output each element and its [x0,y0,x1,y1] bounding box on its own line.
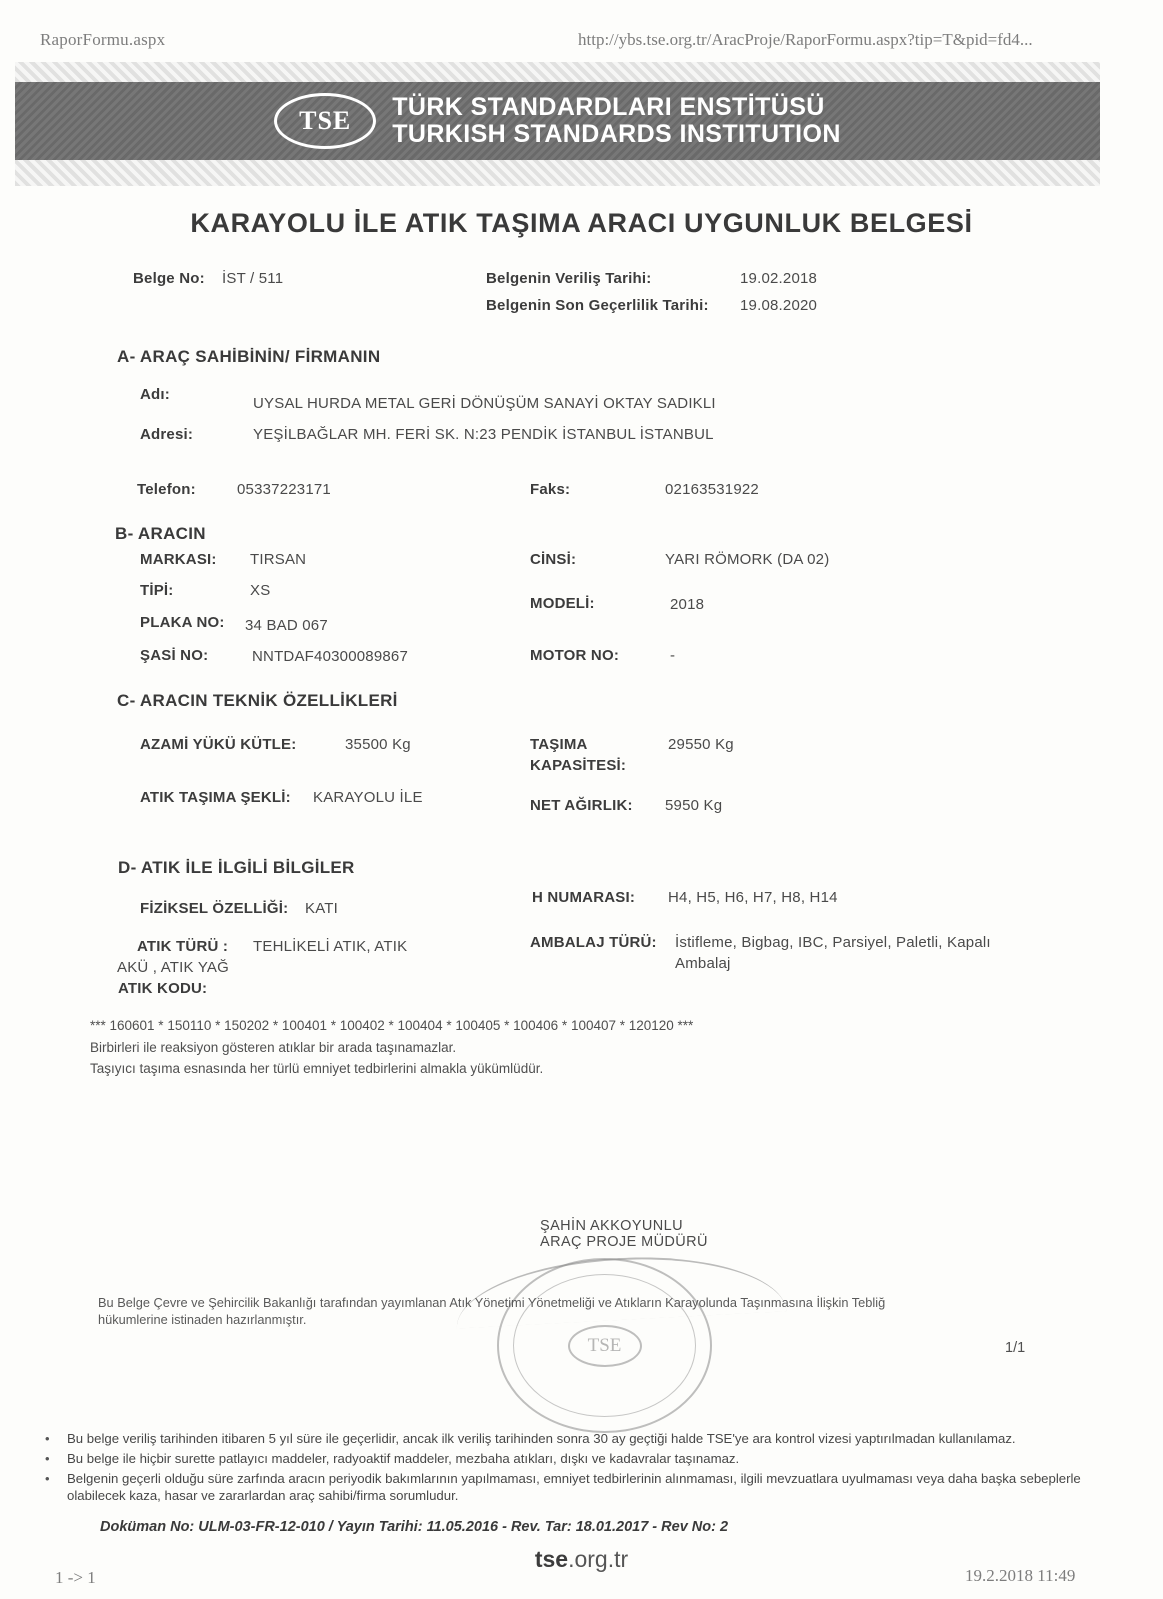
atik-turu-value: TEHLİKELİ ATIK, ATIK [253,938,408,955]
tse-website-rest: .org.tr [568,1546,629,1572]
tasima-sekli-value: KARAYOLU İLE [313,789,423,806]
print-footer-left: 1 -> 1 [55,1568,96,1587]
h-numarasi-label: H NUMARASI: [532,889,636,906]
firma-adres-value: YEŞİLBAĞLAR MH. FERİ SK. N:23 PENDİK İSTANBUL İSTANBUL [253,426,714,443]
bullet-text: Bu belge ile hiçbir surette patlayıcı maddeler, radyoaktif maddeler, mezbaha atıkları, dışkı ve kadavralar taşınamaz. [67,1451,740,1466]
print-header-url: http://ybs.tse.org.tr/AracProje/RaporFormu.aspx?tip=T&pid=fd4... [578,30,1033,49]
list-item [45,1450,1120,1467]
azami-yuk-value: 35500 Kg [345,736,411,753]
atik-note-1: Birbirleri ile reaksiyon gösteren atıklar bir arada taşınamazlar. [90,1040,457,1055]
h-numarasi-value: H4, H5, H6, H7, H8, H14 [668,889,838,906]
hatch-band-bottom [15,160,1100,186]
cins-value: YARI RÖMORK (DA 02) [665,551,830,568]
ambalaj-turu-value: İstifleme, Bigbag, IBC, Parsiyel, Paletli, Kapalı [675,934,991,951]
model-value: 2018 [670,596,705,613]
atik-kodu-label: ATIK KODU: [118,980,208,997]
son-gecerlilik-label: Belgenin Son Geçerlilik Tarihi: [486,297,709,314]
tip-value: XS [250,582,271,599]
tasima-kapasitesi-label-1: TAŞIMA [530,736,588,753]
tasima-sekli-label: ATIK TAŞIMA ŞEKLİ: [140,789,291,806]
firma-adi-value: UYSAL HURDA METAL GERİ DÖNÜŞÜM SANAYİ OKTAY SADIKLI [253,395,716,412]
belge-no-value: İST / 511 [222,270,284,287]
official-stamp-icon [497,1258,712,1433]
marka-value: TIRSAN [250,551,307,568]
list-item [45,1430,1120,1447]
bullet-text: Belgenin geçerli olduğu süre zarfında aracın periyodik bakımlarının yapılmaması, emniyet tedbirlerinin alınmaması, ilgili mevzuatlara uyulmaması veya daha başka sebeplerle olabilecek kaza, hasar ve zararlardan araç sahibi/firma sorumludur. [67,1471,1081,1503]
page-title: KARAYOLU İLE ATIK TAŞIMA ARACI UYGUNLUK BELGESİ [190,208,973,238]
ambalaj-turu-value-2: Ambalaj [675,955,731,972]
son-gecerlilik-value: 19.08.2020 [740,297,818,314]
tse-masthead [15,82,1100,160]
signature-block [540,1218,708,1250]
document-number: Doküman No: ULM-03-FR-12-010 / Yayın Tarihi: 11.05.2016 - Rev. Tar: 18.01.2017 - Rev No: 2 [100,1519,729,1535]
tse-website-bold: tse [534,1546,569,1572]
masthead-line-tr: TÜRK STANDARDLARI ENSTİTÜSÜ [392,93,825,121]
stamp-tse-text: TSE [568,1325,642,1367]
tasima-kapasitesi-value: 29550 Kg [668,736,734,753]
azami-yuk-label: AZAMİ YÜKÜ KÜTLE: [140,736,297,753]
page-number: 1/1 [1005,1340,1026,1356]
tasima-kapasitesi-label-2: KAPASİTESİ: [530,757,627,774]
model-label: MODELİ: [530,595,595,612]
net-agirlik-value: 5950 Kg [665,797,723,814]
ambalaj-turu-label: AMBALAJ TÜRÜ: [530,934,657,951]
plaka-label: PLAKA NO: [140,614,225,631]
motor-label: MOTOR NO: [530,647,620,664]
atik-turu-value-2: AKÜ , ATIK YAĞ [117,959,230,976]
signature-title: ARAÇ PROJE MÜDÜRÜ [540,1234,708,1250]
belge-no-label: Belge No: [133,270,205,287]
bullet-text: Bu belge veriliş tarihinden itibaren 5 yıl süre ile geçerlidir, ancak ilk veriliş tarihinden sonra 30 ay geçtiği halde TSE'ye ara kontrol vizesi yaptırılmadan kullanılamaz. [67,1431,1016,1446]
tip-label: TİPİ: [140,582,174,599]
print-header-page-label: RaporFormu.aspx [40,30,166,49]
sasi-label: ŞASİ NO: [140,647,209,664]
section-a-heading: A- ARAÇ SAHİBİNİN/ FİRMANIN [117,347,381,366]
telefon-label: Telefon: [137,481,196,498]
hatch-band-top [15,62,1100,82]
faks-value: 02163531922 [665,481,759,498]
bullet-dot-icon: • [45,1471,50,1486]
masthead-line-en: TURKISH STANDARDS INSTITUTION [392,120,841,148]
verilis-tarihi-value: 19.02.2018 [740,270,818,287]
cins-label: CİNSİ: [530,551,577,568]
firma-adi-label: Adı: [140,386,170,403]
marka-label: MARKASI: [140,551,217,568]
motor-value: - [670,647,676,664]
section-c-heading: C- ARACIN TEKNİK ÖZELLİKLERİ [117,691,398,710]
section-b-heading: B- ARACIN [115,524,206,543]
telefon-value: 05337223171 [237,481,331,498]
section-d-heading: D- ATIK İLE İLGİLİ BİLGİLER [118,858,355,877]
net-agirlik-label: NET AĞIRLIK: [530,797,633,814]
tse-logo-icon: TSE [274,93,376,149]
footer-bullets [45,1430,1120,1507]
bullet-dot-icon: • [45,1431,50,1446]
faks-label: Faks: [530,481,571,498]
sasi-value: NNTDAF40300089867 [252,648,408,665]
atik-turu-label: ATIK TÜRÜ : [137,938,229,955]
atik-kodlari-line: *** 160601 * 150110 * 150202 * 100401 * 100402 * 100404 * 100405 * 100406 * 100407 * 120120 *** [90,1018,694,1033]
verilis-tarihi-label: Belgenin Veriliş Tarihi: [486,270,652,287]
atik-note-2: Taşıyıcı taşıma esnasında her türlü emniyet tedbirlerini almakla yükümlüdür. [90,1061,544,1076]
firma-adres-label: Adresi: [140,426,194,443]
legal-note: Bu Belge Çevre ve Şehircilik Bakanlığı tarafından yayımlanan Atık Yönetimi Yönetmeliği ve Atıkların Karayolunda Taşınmasına İlişkin Tebliğ hükumlerine istinaden hazırlanmıştır. [98,1295,886,1327]
print-footer-right: 19.2.2018 11:49 [965,1566,1076,1585]
fiziksel-ozellik-label: FİZİKSEL ÖZELLİĞİ: [140,900,289,917]
fiziksel-ozellik-value: KATI [305,900,339,917]
list-item [45,1470,1120,1504]
plaka-value: 34 BAD 067 [245,617,328,634]
bullet-dot-icon: • [45,1451,50,1466]
signature-name: ŞAHİN AKKOYUNLU [540,1218,683,1234]
